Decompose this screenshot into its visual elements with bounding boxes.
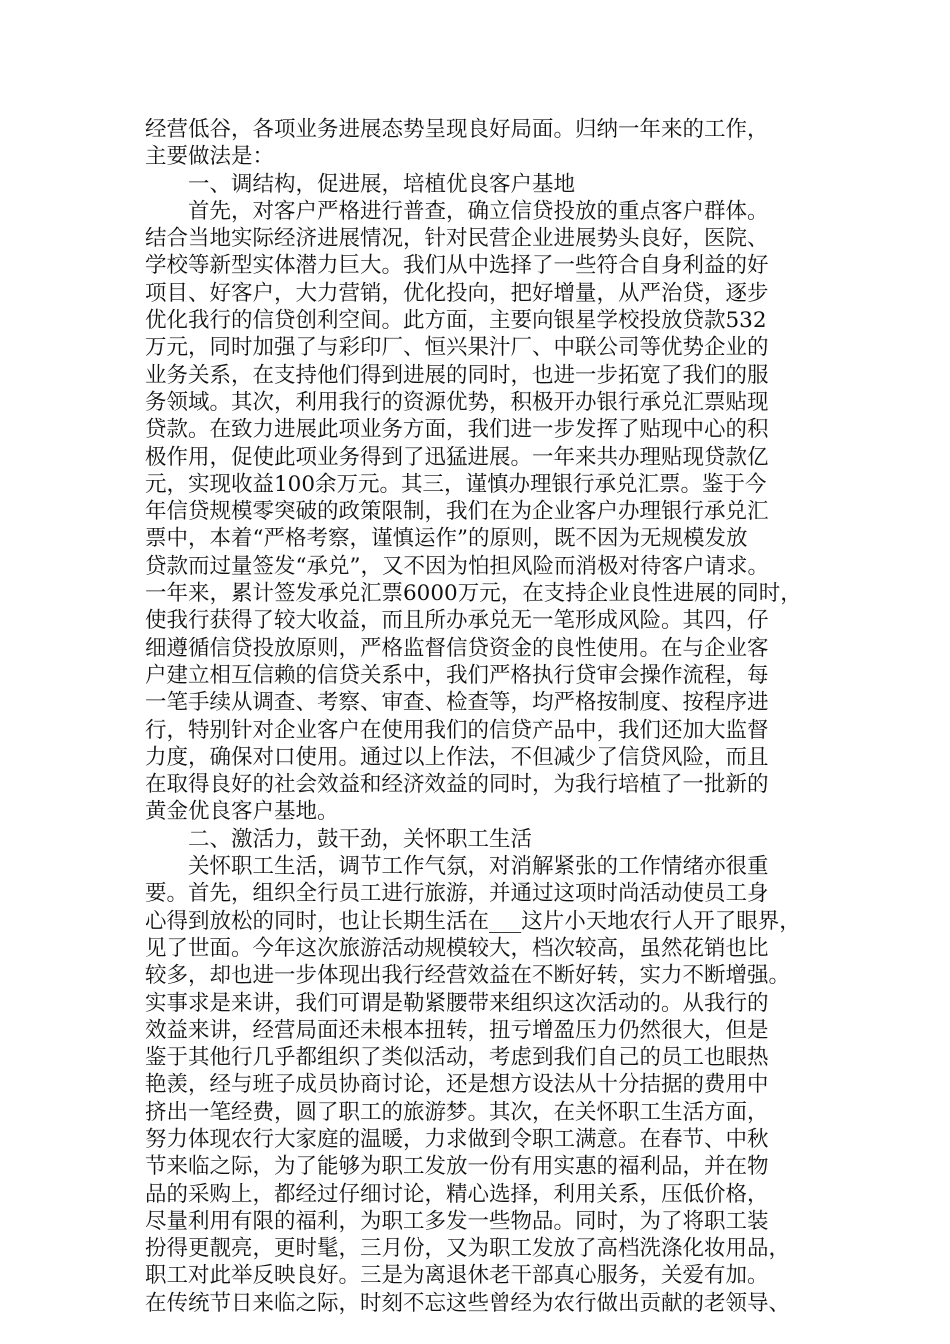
text-line: 力度，确保对口使用。通过以上作法，不但减少了信贷风险，而且: [145, 744, 769, 770]
text-line: 使我行获得了较大收益，而且所办承兑无一笔形成风险。其四，仔: [145, 608, 769, 634]
text-line: 票中，本着“严格考察，谨慎运作”的原则，既不因为无规模发放: [145, 526, 748, 552]
text-line: 元，实现收益100余万元。其三，谨慎办理银行承兑汇票。鉴于今: [145, 471, 767, 497]
paragraph-first-line: 首先，对客户严格进行普查，确立信贷投放的重点客户群体。: [188, 198, 769, 224]
text-line: 项目、好客户，大力营销，优化投向，把好增量，从严治贷，逐步: [145, 280, 769, 306]
text-line: 挤出一笔经费，圆了职工的旅游梦。其次，在关怀职工生活方面，: [145, 1099, 769, 1125]
text-line: 优化我行的信贷创利空间。此方面，主要向银星学校投放贷款532: [145, 308, 767, 334]
text-line: 学校等新型实体潜力巨大。我们从中选择了一些符合自身利益的好: [145, 253, 769, 279]
text-line: 一年来，累计签发承兑汇票6000万元，在支持企业良性进展的同时，: [145, 581, 802, 607]
text-line: 职工对此举反映良好。三是为离退休老干部真心服务，关爱有加。: [145, 1263, 769, 1289]
text-line: 年信贷规模零突破的政策限制，我们在为企业客户办理银行承兑汇: [145, 499, 769, 525]
text-line: 结合当地实际经济进展情况，针对民营企业进展势头良好，医院、: [145, 226, 769, 252]
document-body: [145, 116, 825, 1317]
text-line: 贷款而过量签发“承兑”，又不因为怕担风险而消极对待客户请求。: [145, 553, 769, 579]
text-line: 鉴于其他行几乎都组织了类似活动，考虑到我们自己的员工也眼热: [145, 1045, 769, 1071]
text-line: 户建立相互信赖的信贷关系中，我们严格执行贷审会操作流程，每: [145, 662, 769, 688]
text-line: 努力体现农行大家庭的温暖，力求做到令职工满意。在春节、中秋: [145, 1126, 769, 1152]
text-line: 要。首先，组织全行员工进行旅游，并通过这项时尚活动使员工身: [145, 881, 769, 907]
text-line: 务领域。其次，利用我行的资源优势，积极开办银行承兑汇票贴现: [145, 389, 769, 415]
text-line: 主要做法是：: [145, 144, 275, 170]
text-line: 心得到放松的同时，也让长期生活在___这片小天地农行人开了眼界，: [145, 908, 801, 934]
text-line: 实事求是来讲，我们可谓是勒紧腰带来组织这次活动的。从我行的: [145, 990, 769, 1016]
text-line: 细遵循信贷投放原则，严格监督信贷资金的良性使用。在与企业客: [145, 635, 769, 661]
text-line: 贷款。在致力进展此项业务方面，我们进一步发挥了贴现中心的积: [145, 417, 769, 443]
paragraph-first-line: 二、激活力，鼓干劲，关怀职工生活: [188, 826, 533, 852]
text-line: 节来临之际，为了能够为职工发放一份有用实惠的福利品，并在物: [145, 1154, 769, 1180]
paragraph-first-line: 一、调结构，促进展，培植优良客户基地: [188, 171, 576, 197]
paragraph-first-line: 关怀职工生活，调节工作气氛，对消解紧张的工作情绪亦很重: [188, 854, 769, 880]
text-line: 扮得更靓亮，更时髦，三月份，又为职工发放了高档洗涤化妆用品，: [145, 1236, 791, 1262]
text-line: 经营低谷，各项业务进展态势呈现良好局面。归纳一年来的工作，: [145, 117, 769, 142]
text-line: 万元，同时加强了与彩印厂、恒兴果汁厂、中联公司等优势企业的: [145, 335, 769, 361]
text-line: 在取得良好的社会效益和经济效益的同时，为我行培植了一批新的: [145, 772, 769, 798]
text-line: 业务关系，在支持他们得到进展的同时，也进一步拓宽了我们的服: [145, 362, 769, 388]
text-line: 在传统节日来临之际，时刻不忘这些曾经为农行做出贡献的老领导、: [145, 1290, 791, 1316]
text-line: 一笔手续从调查、考察、审查、检查等，均严格按制度、按程序进: [145, 690, 769, 716]
text-line: 艳羡，经与班子成员协商讨论，还是想方设法从十分拮据的费用中: [145, 1072, 769, 1098]
text-line: 行，特别针对企业客户在使用我们的信贷产品中，我们还加大监督: [145, 717, 769, 743]
text-line: 黄金优良客户基地。: [145, 799, 339, 825]
text-line: 品的采购上，都经过仔细讨论，精心选择，利用关系，压低价格，: [145, 1181, 769, 1207]
text-line: 尽量利用有限的福利，为职工多发一些物品。同时，为了将职工装: [145, 1208, 769, 1234]
text-line: 极作用，促使此项业务得到了迅猛进展。一年来共办理贴现贷款亿: [145, 444, 769, 470]
text-line: 效益来讲，经营局面还未根本扭转，扭亏增盈压力仍然很大，但是: [145, 1017, 769, 1043]
text-line: 较多，却也进一步体现出我行经营效益在不断好转，实力不断增强。: [145, 963, 791, 989]
text-line: 见了世面。今年这次旅游活动规模较大，档次较高，虽然花销也比: [145, 935, 769, 961]
